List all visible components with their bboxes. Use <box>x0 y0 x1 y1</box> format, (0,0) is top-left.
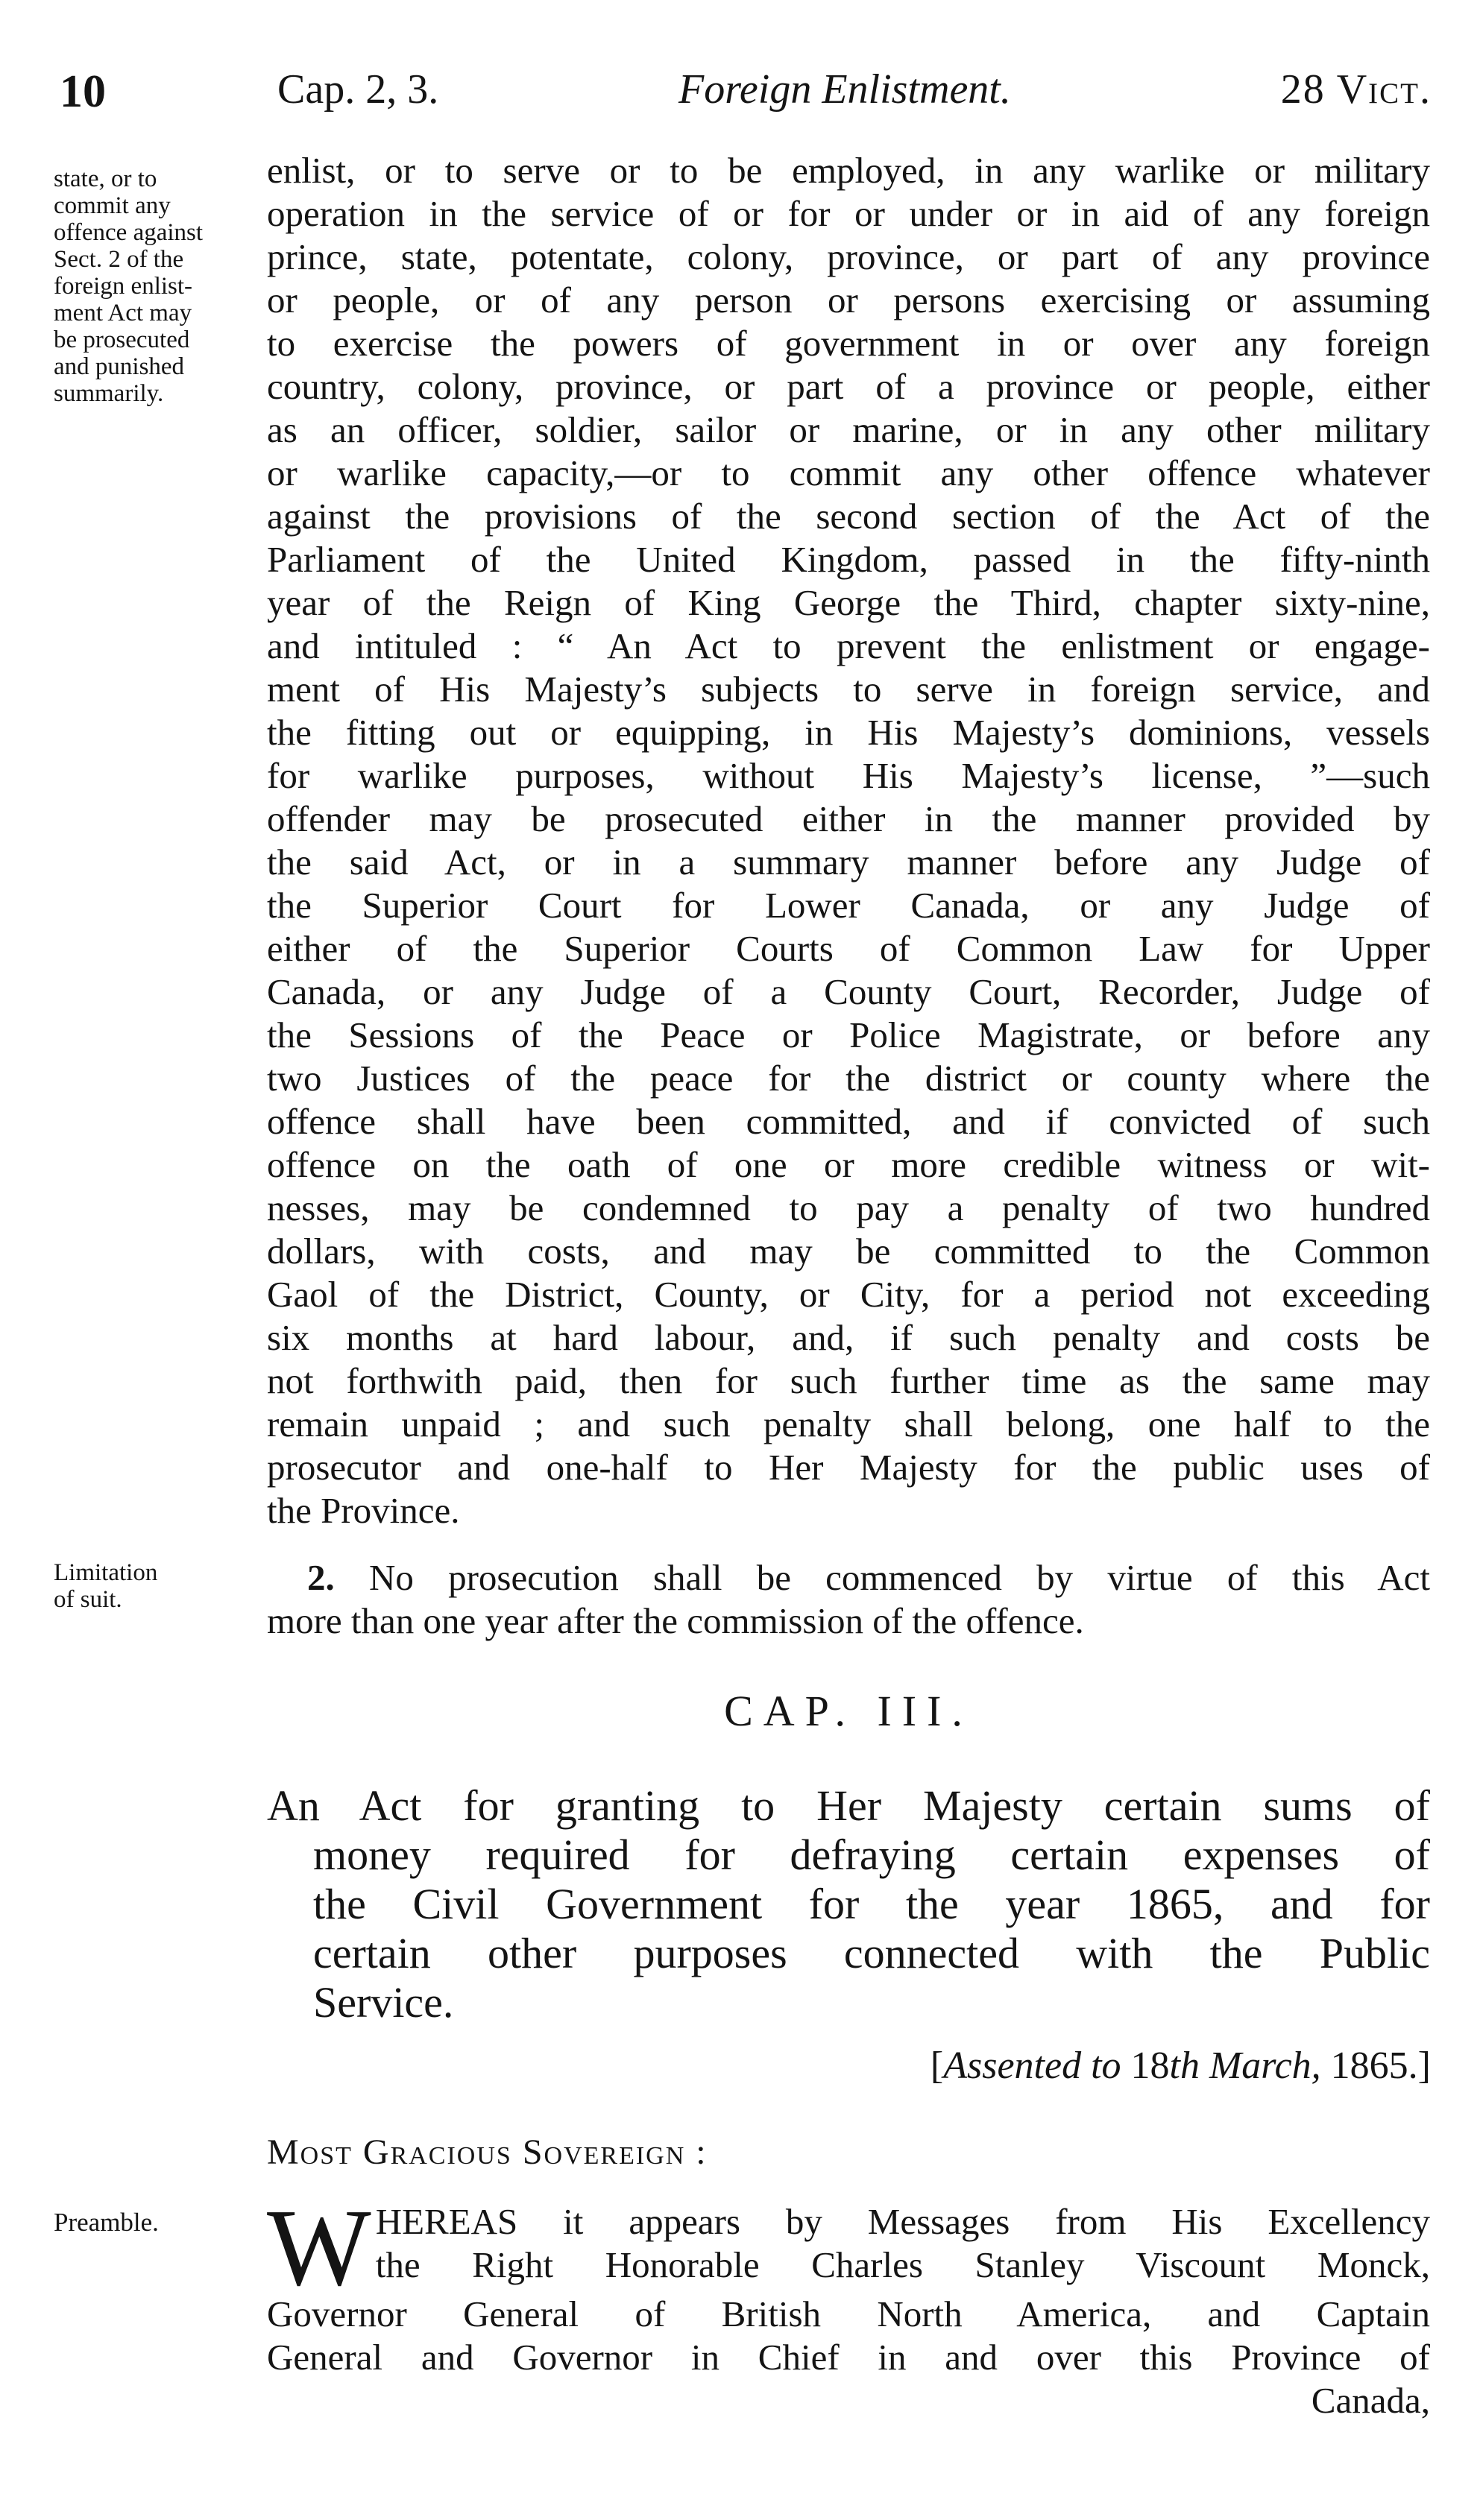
drop-capital: W <box>267 2187 371 2309</box>
body-line: dollars, with costs, and may be committed to the Common <box>267 1231 1430 1272</box>
sidenote-line: of suit. <box>54 1586 122 1613</box>
assent-year: 1865.] <box>1330 2044 1431 2087</box>
body-line: the Province. <box>267 1490 460 1531</box>
sidenote-limitation <box>54 1559 255 1613</box>
sidenote-line: Limitation <box>54 1559 158 1586</box>
title-line: Service. <box>313 1978 454 2027</box>
body-line: prince, state, potentate, colony, province, or part of any province <box>267 236 1430 277</box>
section-number: 2. <box>307 1557 335 1598</box>
body-line: as an officer, soldier, sailor or marine, or in any other military <box>267 409 1430 450</box>
body-line: more than one year after the commission of the offence. <box>267 1600 1084 1641</box>
body-line: Parliament of the United Kingdom, passed in the fifty-ninth <box>267 539 1430 580</box>
body-line: the Superior Court for Lower Canada, or any Judge of <box>267 885 1430 926</box>
chapter-reference: Cap. 2, 3. <box>277 66 439 113</box>
body-line: and intituled : “ An Act to prevent the enlistment or engage- <box>267 625 1430 666</box>
body-line: for warlike purposes, without His Majesty’s license, ”—such <box>267 755 1430 796</box>
body-line: or warlike capacity,—or to commit any other offence whatever <box>267 452 1430 493</box>
assent-label: Assented to <box>943 2044 1121 2087</box>
sidenote-line: and punished <box>54 353 185 380</box>
body-line: Governor General of British North America, and Captain <box>267 2293 1430 2334</box>
act-title <box>267 1781 1430 2027</box>
body-line: country, colony, province, or part of a province or people, either <box>267 366 1430 407</box>
salutation: Most Gracious Sovereign : <box>267 2132 708 2172</box>
body-line: operation in the service of or for or under or in aid of any foreign <box>267 193 1430 234</box>
assent-day: 18 <box>1130 2044 1170 2087</box>
assent-ordinal: th <box>1169 2044 1200 2087</box>
body-line: Canada, <box>1311 2380 1430 2421</box>
body-line: the fitting out or equipping, in His Majesty’s dominions, vessels <box>267 712 1430 753</box>
body-line: to exercise the powers of government in or over any foreign <box>267 323 1430 364</box>
body-line: prosecutor and one-half to Her Majesty for the public uses of <box>267 1447 1430 1488</box>
body-line: year of the Reign of King George the Third, chapter sixty-nine, <box>267 582 1430 623</box>
section-1-text <box>267 149 1430 1532</box>
title-line: An Act for granting to Her Majesty certain sums of <box>267 1781 1430 1830</box>
body-line: offence shall have been committed, and if convicted of such <box>267 1101 1430 1142</box>
body-line: two Justices of the peace for the district or county where the <box>267 1058 1430 1099</box>
body-line: Canada, or any Judge of a County Court, Recorder, Judge of <box>267 971 1430 1012</box>
body-line <box>267 1556 1430 1600</box>
body-line: ment of His Majesty’s subjects to serve in foreign service, and <box>267 669 1430 710</box>
assent-month: March, <box>1209 2044 1321 2087</box>
section-2-line-1: No prosecution shall be commenced by virtue of this Act <box>368 1557 1431 1598</box>
sidenote-line: offence against <box>54 219 204 246</box>
body-line: General and Governor in Chief in and over this Province of <box>267 2337 1430 2378</box>
title-line: certain other purposes connected with the Public <box>313 1929 1430 1977</box>
sidenote-summary-prosecution <box>54 165 255 407</box>
body-line: the Sessions of the Peace or Police Magistrate, or before any <box>267 1014 1430 1055</box>
sidenote-line: state, or to <box>54 165 157 192</box>
body-line: nesses, may be condemned to pay a penalty of two hundred <box>267 1187 1430 1228</box>
section-2-text <box>267 1556 1430 1643</box>
body-line: or people, or of any person or persons exercising or assuming <box>267 280 1430 320</box>
body-line: either of the Superior Courts of Common Law for Upper <box>267 928 1430 969</box>
running-head <box>52 66 1432 125</box>
sidenote-line: be prosecuted <box>54 326 190 353</box>
running-title: Foreign Enlistment. <box>678 66 1011 113</box>
body-line: the said Act, or in a summary manner before any Judge of <box>267 841 1430 882</box>
regnal-year: 28 Vict. <box>1280 66 1432 113</box>
page-number: 10 <box>60 66 106 117</box>
body-line: offender may be prosecuted either in the manner provided by <box>267 798 1430 839</box>
sidenote-line: summarily. <box>54 380 164 407</box>
chapter-heading: CAP. III. <box>724 1687 973 1735</box>
sidenote-line: Preamble. <box>54 2208 159 2237</box>
body-line: HEREAS it appears by Messages from His Excellency <box>375 2201 1430 2242</box>
body-line: offence on the oath of one or more credible witness or wit- <box>267 1144 1430 1185</box>
sidenote-line: foreign enlist- <box>54 273 193 300</box>
sidenote-line: commit any <box>54 192 171 219</box>
sidenote-preamble <box>54 2209 255 2236</box>
body-line: remain unpaid ; and such penalty shall belong, one half to the <box>267 1403 1430 1444</box>
body-line: six months at hard labour, and, if such penalty and costs be <box>267 1317 1430 1358</box>
title-line: the Civil Government for the year 1865, and for <box>313 1880 1430 1928</box>
body-line: against the provisions of the second section of the Act of the <box>267 496 1430 537</box>
sidenote-line: ment Act may <box>54 300 192 326</box>
assent-bracket: [ <box>930 2044 944 2087</box>
sidenote-line: Sect. 2 of the <box>54 246 184 273</box>
body-line: the Right Honorable Charles Stanley Viscount Monck, <box>375 2244 1430 2285</box>
preamble-text <box>267 2187 1430 2422</box>
body-line: Gaol of the District, County, or City, for a period not exceeding <box>267 1274 1430 1315</box>
assent-date <box>930 2044 1431 2088</box>
body-line: enlist, or to serve or to be employed, in any warlike or military <box>267 150 1430 191</box>
title-line: money required for defraying certain expenses of <box>313 1831 1430 1879</box>
body-line: not forthwith paid, then for such further time as the same may <box>267 1360 1430 1401</box>
